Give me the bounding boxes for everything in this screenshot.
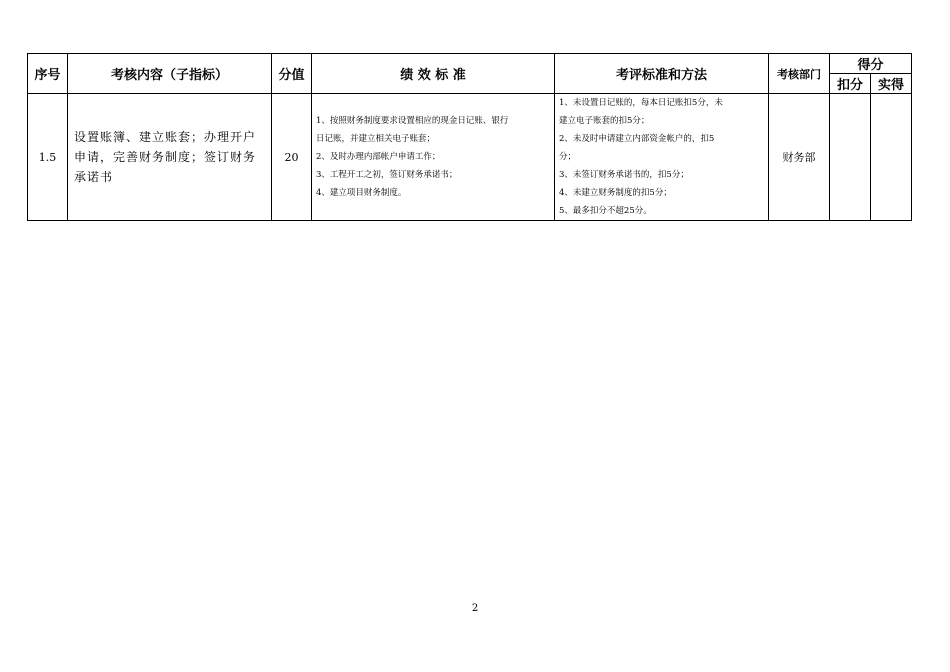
row-standard — [312, 94, 555, 221]
page-number: 2 — [471, 603, 479, 614]
method-line: 4、未建立财务制度的扣5分； — [559, 188, 672, 198]
standard-line: 1、按照财务制度要求设置相应的现金日记账、银行 — [316, 116, 509, 126]
row-score: 20 — [272, 94, 312, 221]
content-line: 设置账簿、建立账套；办理开户 — [74, 130, 257, 144]
row-content — [68, 94, 272, 221]
method-line: 建立电子账套的扣5分； — [559, 116, 650, 126]
header-method: 考评标准和方法 — [555, 54, 769, 94]
standard-line: 2、及时办理内部帐户申请工作； — [316, 152, 441, 162]
method-line: 1、未设置日记账的，每本日记账扣5分，未 — [559, 98, 723, 108]
standard-line: 4、建立项目财务制度。 — [316, 188, 407, 198]
header-content: 考核内容（子指标） — [68, 54, 272, 94]
method-line: 2、未及时申请建立内部资金帐户的，扣5 — [559, 134, 715, 144]
header-points: 得分 — [830, 54, 912, 74]
row-method — [555, 94, 769, 221]
table-row — [28, 94, 912, 221]
row-deduct — [830, 94, 871, 221]
standard-line: 3、工程开工之初，签订财务承诺书； — [316, 170, 458, 180]
row-actual — [871, 94, 912, 221]
standard-line: 日记账，并建立相关电子账套； — [316, 134, 436, 144]
header-standard: 绩 效 标 准 — [312, 54, 555, 94]
content-line: 承诺书 — [74, 170, 114, 184]
method-line: 5、最多扣分不超25分。 — [559, 206, 652, 216]
header-actual: 实得 — [871, 74, 912, 94]
header-no: 序号 — [28, 54, 68, 94]
header-dept: 考核部门 — [769, 54, 830, 94]
content-line: 申请，完善财务制度；签订财务 — [74, 150, 257, 164]
row-dept: 财务部 — [769, 94, 830, 221]
assessment-table — [27, 53, 912, 221]
method-line: 分； — [559, 152, 577, 162]
header-score: 分值 — [272, 54, 312, 94]
row-no: 1.5 — [28, 94, 68, 221]
header-deduct: 扣分 — [830, 74, 871, 94]
method-line: 3、未签订财务承诺书的，扣5分； — [559, 170, 689, 180]
